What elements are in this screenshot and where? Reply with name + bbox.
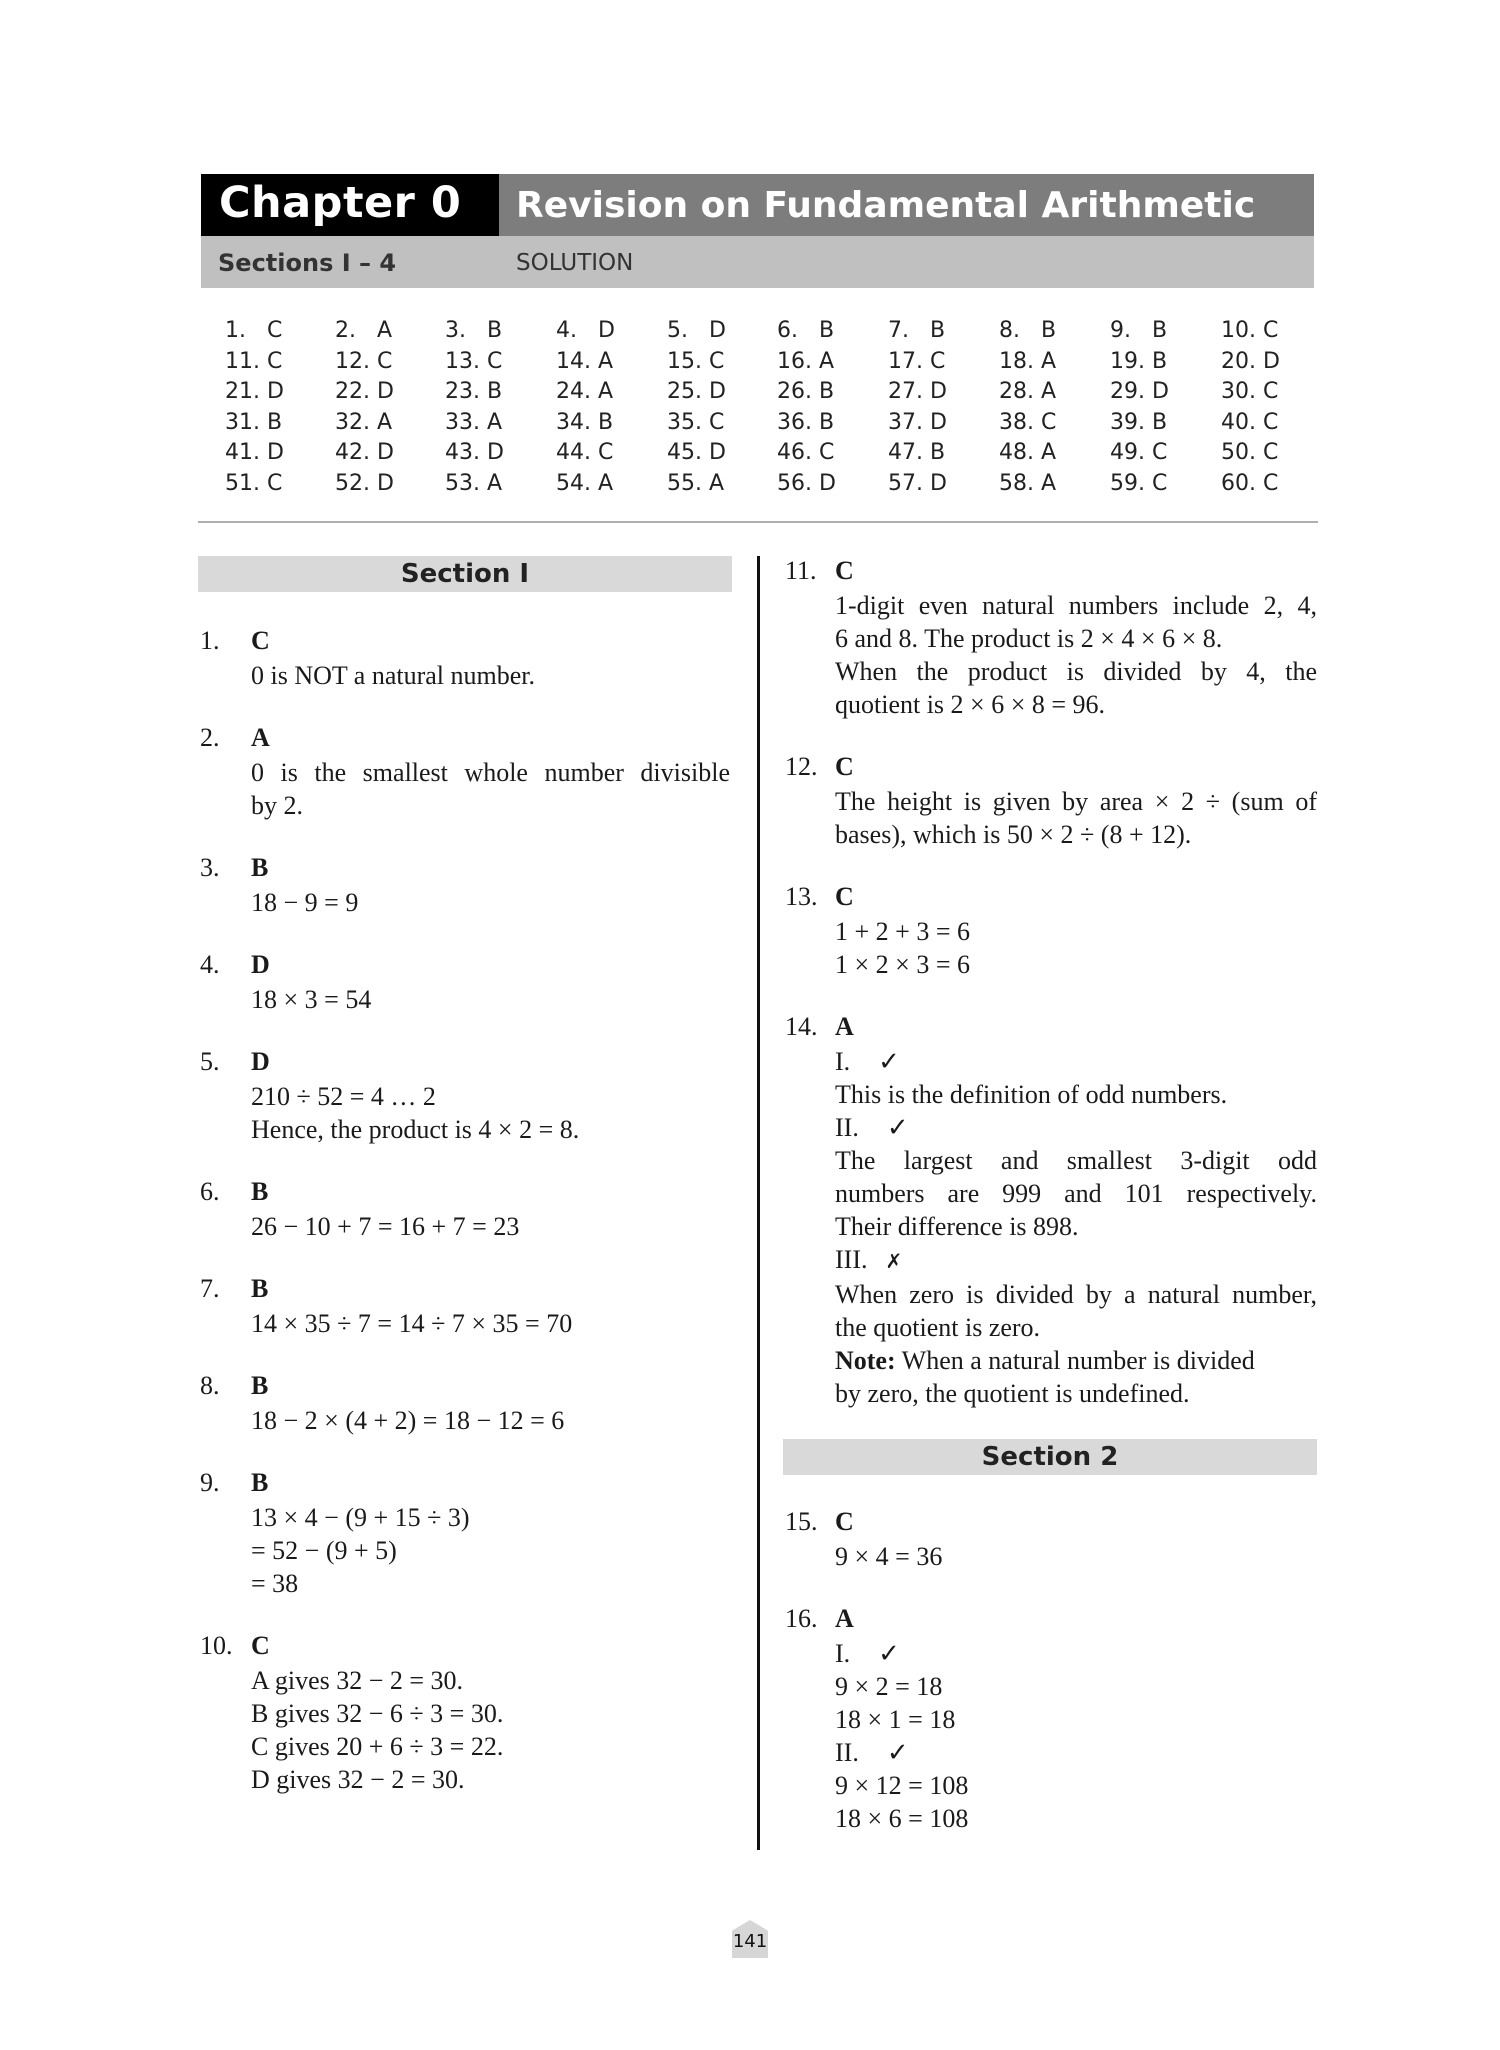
cross-mark-icon: ✗ [885, 1249, 903, 1273]
answer-cell: 51. C [225, 470, 283, 496]
solution-item [200, 853, 730, 919]
explanation-line: The largest and smallest 3-digit odd [835, 1146, 1317, 1175]
explanation-line: 13 × 4 − (9 + 15 ÷ 3) [251, 1503, 470, 1532]
item-answer: B [251, 853, 269, 882]
item-explanation [200, 1371, 730, 1437]
answer-row [225, 440, 1315, 471]
item-answer: D [251, 1047, 270, 1076]
answer-cell: 31. B [225, 409, 283, 435]
explanation-line: 14 × 35 ÷ 7 = 14 ÷ 7 × 35 = 70 [251, 1309, 573, 1338]
item-explanation [200, 1468, 730, 1600]
explanation-line: 0 is the smallest whole number divisible [251, 758, 730, 787]
item-number: 7. [200, 1274, 220, 1303]
item-explanation [785, 882, 1317, 981]
answer-cell: 21. D [225, 379, 284, 404]
item-number: 1. [200, 626, 220, 655]
answer-cell: 48. A [999, 440, 1057, 465]
answer-cell: 52. D [335, 470, 394, 496]
solution-label: SOLUTION [516, 250, 634, 276]
answer-cell: 4. D [556, 318, 615, 343]
item-answer: B [251, 1274, 269, 1303]
answer-cell: 32. A [335, 409, 393, 435]
answer-cell: 22. D [335, 379, 394, 404]
note-line: by zero, the quotient is undefined. [835, 1379, 1190, 1408]
page-number-badge [732, 1920, 768, 1958]
item-answer: C [835, 752, 854, 781]
answer-cell: 46. C [777, 440, 835, 465]
answer-cell: 18. A [999, 348, 1057, 374]
item-number: 11. [785, 556, 817, 585]
answer-cell: 29. D [1110, 379, 1169, 404]
item-answer: C [835, 556, 854, 585]
item-number: 12. [785, 752, 818, 781]
item-number: 9. [200, 1468, 220, 1497]
item-explanation [785, 1604, 1317, 1835]
solution-item [785, 1604, 1317, 1835]
answer-cell: 17. C [888, 348, 946, 374]
item-number: 16. [785, 1604, 818, 1633]
page-number: 141 [732, 1931, 768, 1952]
answer-row [225, 379, 1315, 410]
answer-row [225, 318, 1315, 349]
answer-cell: 43. D [445, 440, 504, 465]
statement-label: I. [835, 1639, 851, 1668]
answer-cell: 36. B [777, 409, 835, 435]
item-number: 14. [785, 1012, 818, 1041]
chapter-header [201, 174, 1314, 288]
solution-item [200, 1047, 730, 1146]
explanation-line: 0 is NOT a natural number. [251, 661, 536, 690]
note-label: Note: [835, 1346, 896, 1375]
explanation-line: = 52 − (9 + 5) [251, 1536, 397, 1565]
answer-cell: 34. B [556, 409, 614, 435]
answer-cell: 39. B [1110, 409, 1168, 435]
note-line [835, 1344, 1317, 1377]
solution-item [785, 1507, 1317, 1573]
item-answer: C [251, 626, 270, 655]
answer-cell: 42. D [335, 440, 394, 465]
note-text: When a natural number is divided [895, 1346, 1255, 1375]
chapter-title: Revision on Fundamental Arithmetic [516, 185, 1256, 226]
solution-item [785, 556, 1317, 721]
explanation-line: 18 × 6 = 108 [835, 1804, 969, 1833]
check-mark-icon: ✓ [886, 1738, 909, 1767]
answer-cell: 57. D [888, 470, 947, 496]
answer-cell: 14. A [556, 348, 614, 374]
statement-label: II. [835, 1113, 859, 1142]
answer-cell: 10. C [1221, 318, 1279, 343]
answer-cell: 49. C [1110, 440, 1168, 465]
answer-cell: 50. C [1221, 440, 1279, 465]
column-divider [757, 556, 760, 1850]
explanation-line: 18 × 1 = 18 [835, 1705, 956, 1734]
item-answer: A [835, 1604, 854, 1633]
item-explanation [200, 950, 730, 1016]
item-answer: A [835, 1012, 854, 1041]
right-column [785, 556, 1317, 1866]
explanation-line: When the product is divided by 4, the [835, 657, 1317, 686]
explanation-line: 1-digit even natural numbers include 2, 4, [835, 591, 1317, 620]
answer-cell: 44. C [556, 440, 614, 465]
answer-cell: 23. B [445, 379, 503, 404]
statement-label: III. [835, 1245, 868, 1274]
solution-item [200, 626, 730, 692]
item-explanation [200, 1047, 730, 1146]
answer-cell: 12. C [335, 348, 393, 374]
item-answer: C [835, 882, 854, 911]
divider-horizontal [198, 521, 1318, 523]
statement-label: II. [835, 1738, 859, 1767]
check-mark-icon: ✓ [878, 1639, 900, 1668]
explanation-line: Hence, the product is 4 × 2 = 8. [251, 1115, 580, 1144]
answer-cell: 54. A [556, 470, 614, 496]
explanation-line: A gives 32 − 2 = 30. [251, 1666, 464, 1695]
item-explanation [200, 723, 730, 822]
explanation-line: 18 − 9 = 9 [251, 888, 359, 917]
solution-item [200, 1468, 730, 1600]
answer-cell: 38. C [999, 409, 1057, 435]
section-2-heading: Section 2 [783, 1439, 1317, 1475]
explanation-line: bases), which is 50 × 2 ÷ (8 + 12). [835, 820, 1192, 849]
explanation-line: the quotient is zero. [835, 1313, 1041, 1342]
item-number: 6. [200, 1177, 220, 1206]
answer-cell: 3. B [445, 318, 503, 343]
answer-cell: 33. A [445, 409, 503, 435]
statement-label-row [835, 1243, 1317, 1278]
answer-cell: 25. D [667, 379, 726, 404]
answer-cell: 35. C [667, 409, 725, 435]
explanation-line: C gives 20 + 6 ÷ 3 = 22. [251, 1732, 504, 1761]
explanation-line: quotient is 2 × 6 × 8 = 96. [835, 690, 1106, 719]
answer-row [225, 410, 1315, 441]
answer-cell: 7. B [888, 318, 946, 343]
answer-cell: 13. C [445, 348, 503, 374]
answer-cell: 5. D [667, 318, 726, 343]
item-number: 10. [200, 1631, 233, 1660]
explanation-line: 9 × 12 = 108 [835, 1771, 969, 1800]
answer-cell: 40. C [1221, 409, 1279, 435]
solution-item [785, 1012, 1317, 1410]
section-1-heading: Section I [198, 556, 732, 592]
answer-cell: 37. D [888, 409, 947, 435]
item-answer: B [251, 1177, 269, 1206]
answer-cell: 19. B [1110, 348, 1168, 374]
statement-label-row [835, 1736, 1317, 1769]
answer-key-grid [225, 318, 1315, 501]
answer-cell: 60. C [1221, 470, 1279, 496]
item-explanation [200, 1177, 730, 1243]
answer-cell: 15. C [667, 348, 725, 374]
answer-cell: 55. A [667, 470, 725, 496]
item-answer: D [251, 950, 270, 979]
item-answer: B [251, 1468, 269, 1497]
item-number: 5. [200, 1047, 220, 1076]
answer-cell: 1. C [225, 318, 283, 343]
item-number: 8. [200, 1371, 220, 1400]
item-answer: A [251, 723, 270, 752]
answer-cell: 16. A [777, 348, 835, 374]
solution-item [785, 882, 1317, 981]
explanation-line: 1 × 2 × 3 = 6 [835, 950, 970, 979]
explanation-line: numbers are 999 and 101 respectively. [835, 1179, 1317, 1208]
statement-label-row [835, 1045, 1317, 1078]
answer-cell: 8. B [999, 318, 1057, 343]
answer-cell: 41. D [225, 440, 284, 465]
solution-item [200, 1371, 730, 1437]
answer-cell: 53. A [445, 470, 503, 496]
answer-cell: 2. A [335, 318, 393, 343]
item-explanation [785, 752, 1317, 851]
solution-item [200, 723, 730, 822]
item-explanation [200, 626, 730, 692]
explanation-line: This is the definition of odd numbers. [835, 1080, 1228, 1109]
answer-cell: 47. B [888, 440, 946, 465]
item-number: 4. [200, 950, 220, 979]
answer-row [225, 471, 1315, 502]
answer-cell: 20. D [1221, 348, 1280, 374]
item-answer: B [251, 1371, 269, 1400]
item-answer: C [251, 1631, 270, 1660]
answer-cell: 27. D [888, 379, 947, 404]
statement-label-row [835, 1111, 1317, 1144]
explanation-line: by 2. [251, 791, 303, 820]
answer-cell: 26. B [777, 379, 835, 404]
item-number: 2. [200, 723, 220, 752]
item-explanation [785, 556, 1317, 721]
explanation-line: 26 − 10 + 7 = 16 + 7 = 23 [251, 1212, 520, 1241]
left-column [200, 626, 730, 1827]
solution-item [200, 1177, 730, 1243]
answer-cell: 30. C [1221, 379, 1279, 404]
answer-cell: 28. A [999, 379, 1057, 404]
solution-item [200, 1631, 730, 1796]
item-explanation [785, 1012, 1317, 1410]
explanation-line: 6 and 8. The product is 2 × 4 × 6 × 8. [835, 624, 1223, 653]
explanation-line: B gives 32 − 6 ÷ 3 = 30. [251, 1699, 504, 1728]
item-explanation [200, 1274, 730, 1340]
statement-label: I. [835, 1047, 851, 1076]
solution-item [785, 752, 1317, 851]
item-explanation [785, 1507, 1317, 1573]
answer-cell: 6. B [777, 318, 835, 343]
item-number: 13. [785, 882, 818, 911]
explanation-line: 9 × 4 = 36 [835, 1542, 943, 1571]
item-answer: C [835, 1507, 854, 1536]
answer-cell: 9. B [1110, 318, 1168, 343]
answer-cell: 59. C [1110, 470, 1168, 496]
item-explanation [200, 853, 730, 919]
answer-cell: 11. C [225, 348, 283, 374]
answer-cell: 56. D [777, 470, 836, 496]
answer-cell: 58. A [999, 470, 1057, 496]
solution-item [200, 1274, 730, 1340]
item-number: 3. [200, 853, 220, 882]
sections-range: Sections I – 4 [218, 249, 397, 277]
explanation-line: Their difference is 898. [835, 1212, 1079, 1241]
explanation-line: 18 × 3 = 54 [251, 985, 372, 1014]
explanation-line: When zero is divided by a natural number, [835, 1280, 1317, 1309]
explanation-line: = 38 [251, 1569, 299, 1598]
explanation-line: 210 ÷ 52 = 4 … 2 [251, 1082, 436, 1111]
item-number: 15. [785, 1507, 818, 1536]
explanation-line: D gives 32 − 2 = 30. [251, 1765, 465, 1794]
explanation-line: 9 × 2 = 18 [835, 1672, 943, 1701]
item-explanation [200, 1631, 730, 1796]
explanation-line: The height is given by area × 2 ÷ (sum of [835, 787, 1317, 816]
answer-cell: 45. D [667, 440, 726, 465]
explanation-line: 18 − 2 × (4 + 2) = 18 − 12 = 6 [251, 1406, 565, 1435]
explanation-line: 1 + 2 + 3 = 6 [835, 917, 970, 946]
statement-label-row [835, 1637, 1317, 1670]
chapter-label: Chapter 0 [219, 178, 462, 228]
check-mark-icon: ✓ [886, 1113, 909, 1142]
answer-row [225, 349, 1315, 380]
answer-cell: 24. A [556, 379, 614, 404]
solution-item [200, 950, 730, 1016]
check-mark-icon: ✓ [878, 1047, 900, 1076]
